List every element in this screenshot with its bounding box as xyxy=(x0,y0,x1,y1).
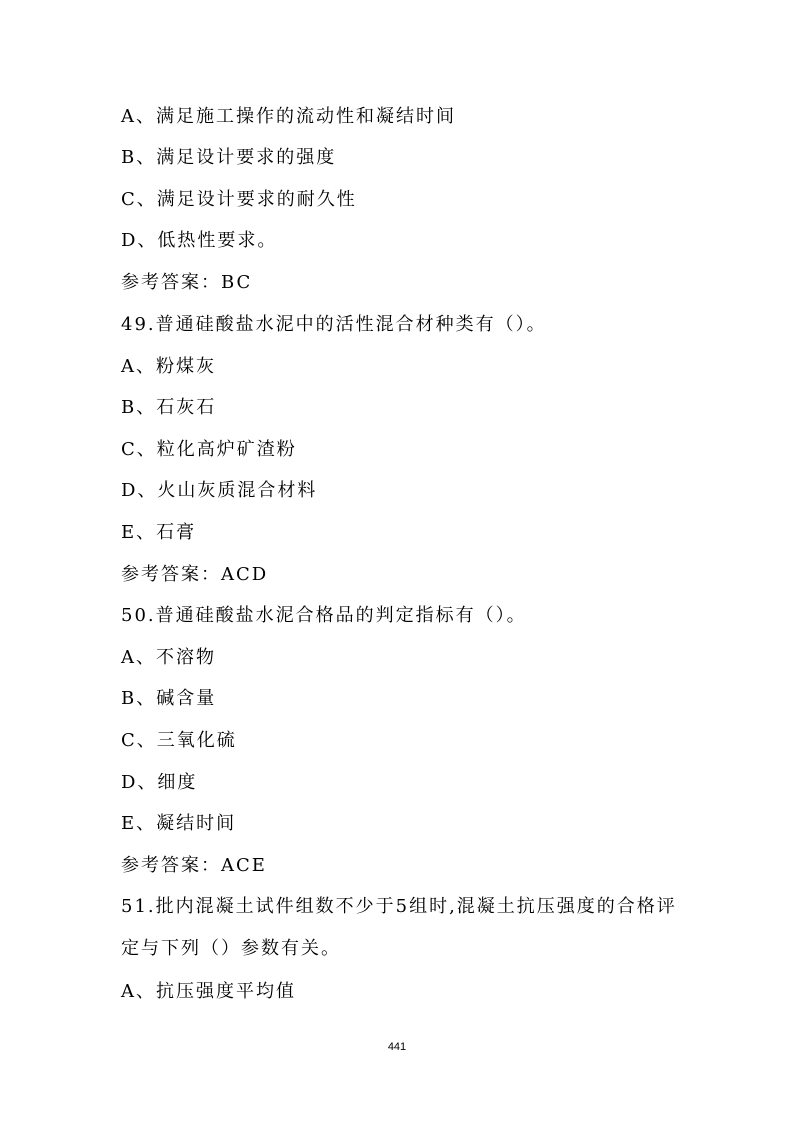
q50-answer: 参考答案：ACE xyxy=(121,855,267,876)
q51-option-a: A、抗压强度平均值 xyxy=(121,981,296,1002)
q49-question: 49.普通硅酸盐水泥中的活性混合材种类有（）。 xyxy=(121,314,547,335)
q49-option-a: A、粉煤灰 xyxy=(121,356,216,377)
q50-option-e: E、凝结时间 xyxy=(121,813,237,834)
q48-option-c: C、满足设计要求的耐久性 xyxy=(121,189,357,210)
q50-option-d: D、细度 xyxy=(121,772,198,793)
q50-option-a: A、不溶物 xyxy=(121,647,216,668)
q48-answer: 参考答案：BC xyxy=(121,272,253,293)
q48-option-d: D、低热性要求。 xyxy=(121,230,278,251)
q49-option-b: B、石灰石 xyxy=(121,397,217,418)
q50-option-b: B、碱含量 xyxy=(121,688,217,709)
q50-question: 50.普通硅酸盐水泥合格品的判定指标有（）。 xyxy=(121,605,527,626)
q49-option-c: C、粒化高炉矿渣粉 xyxy=(121,439,297,460)
q48-option-b: B、满足设计要求的强度 xyxy=(121,147,337,168)
page-number: 441 xyxy=(387,1041,407,1053)
q49-answer: 参考答案：ACD xyxy=(121,564,269,585)
q49-option-e: E、石膏 xyxy=(121,522,197,543)
q48-option-a: A、满足施工操作的流动性和凝结时间 xyxy=(121,106,456,127)
q51-question-line-1: 51.批内混凝土试件组数不少于5组时,混凝土抗压强度的合格评 xyxy=(121,896,677,917)
q49-option-d: D、火山灰质混合材料 xyxy=(121,480,318,501)
q51-question-line-2: 定与下列（）参数有关。 xyxy=(121,938,341,959)
q50-option-c: C、三氧化硫 xyxy=(121,730,237,751)
